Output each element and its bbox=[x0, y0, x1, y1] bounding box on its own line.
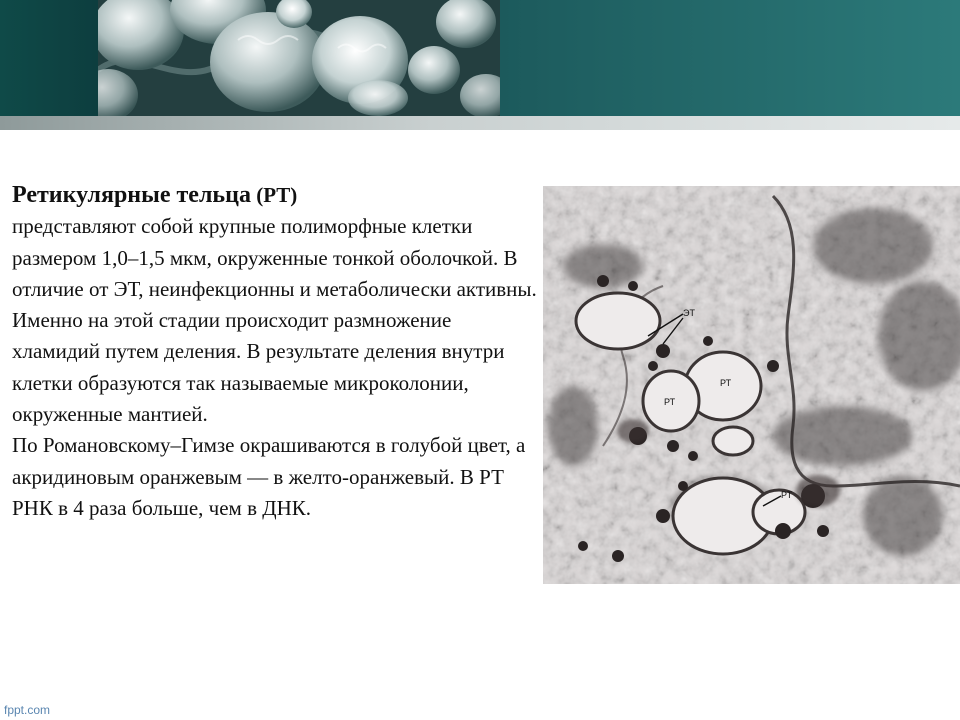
slide-title: Ретикулярные тельца bbox=[12, 182, 251, 208]
slide-title-abbreviation: (РТ) bbox=[256, 183, 298, 207]
slide-paragraph: По Романовскому–Гимзе окрашиваются в голубой цвет, а акридиновым оранжевым — в желто-оранжевый. В РТ РНК в 4 раза больше, чем в ДНК. bbox=[12, 433, 526, 520]
label-pt: РТ bbox=[781, 490, 793, 500]
label-pt: РТ bbox=[720, 378, 732, 388]
header-cell-photo bbox=[98, 0, 500, 116]
header-cell-illustration bbox=[98, 0, 500, 116]
label-et: ЭТ bbox=[683, 308, 695, 318]
micrograph-illustration bbox=[543, 186, 960, 584]
footer-watermark: fppt.com bbox=[4, 703, 51, 717]
slide-body-text bbox=[12, 180, 540, 524]
header-divider bbox=[0, 116, 960, 130]
slide-title-line bbox=[12, 180, 540, 211]
label-pt: РТ bbox=[664, 397, 676, 407]
electron-micrograph bbox=[543, 186, 960, 584]
slide-paragraph: представляют собой крупные полиморфные клетки размером 1,0–1,5 мкм, окруженные тонкой оболочкой. В отличие от ЭТ, неинфекционны и метаболически активны. Именно на этой стадии происходит размножение хламидий путем деления. В результате деления внутри клетки образуются так называемые микроколонии, окруженные мантией. bbox=[12, 214, 537, 427]
